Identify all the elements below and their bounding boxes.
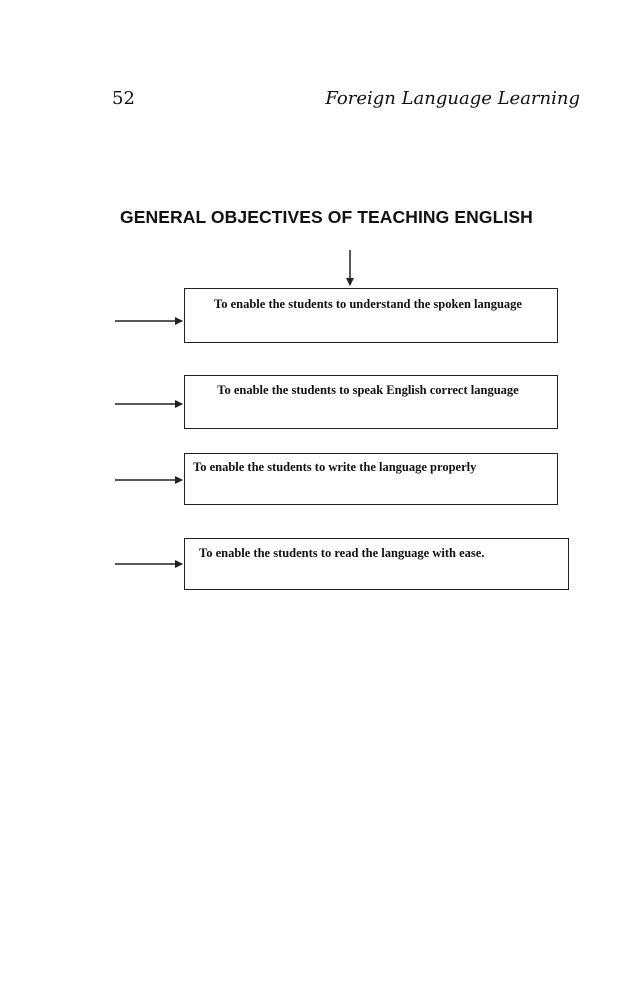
running-head: Foreign Language Learning	[325, 88, 580, 109]
objective-text-read: To enable the students to read the language with ease.	[199, 546, 485, 560]
objective-box-speak	[184, 375, 558, 429]
objective-text-speak: To enable the students to speak English correct language	[217, 383, 519, 397]
objective-box-write	[184, 453, 558, 505]
objective-box-read	[184, 538, 569, 590]
page-number: 52	[112, 88, 135, 109]
objective-text-write: To enable the students to write the language properly	[193, 460, 477, 474]
objective-box-understand	[184, 288, 558, 343]
diagram-title: GENERAL OBJECTIVES OF TEACHING ENGLISH	[120, 207, 533, 227]
objective-text-understand: To enable the students to understand the spoken language	[214, 297, 522, 311]
